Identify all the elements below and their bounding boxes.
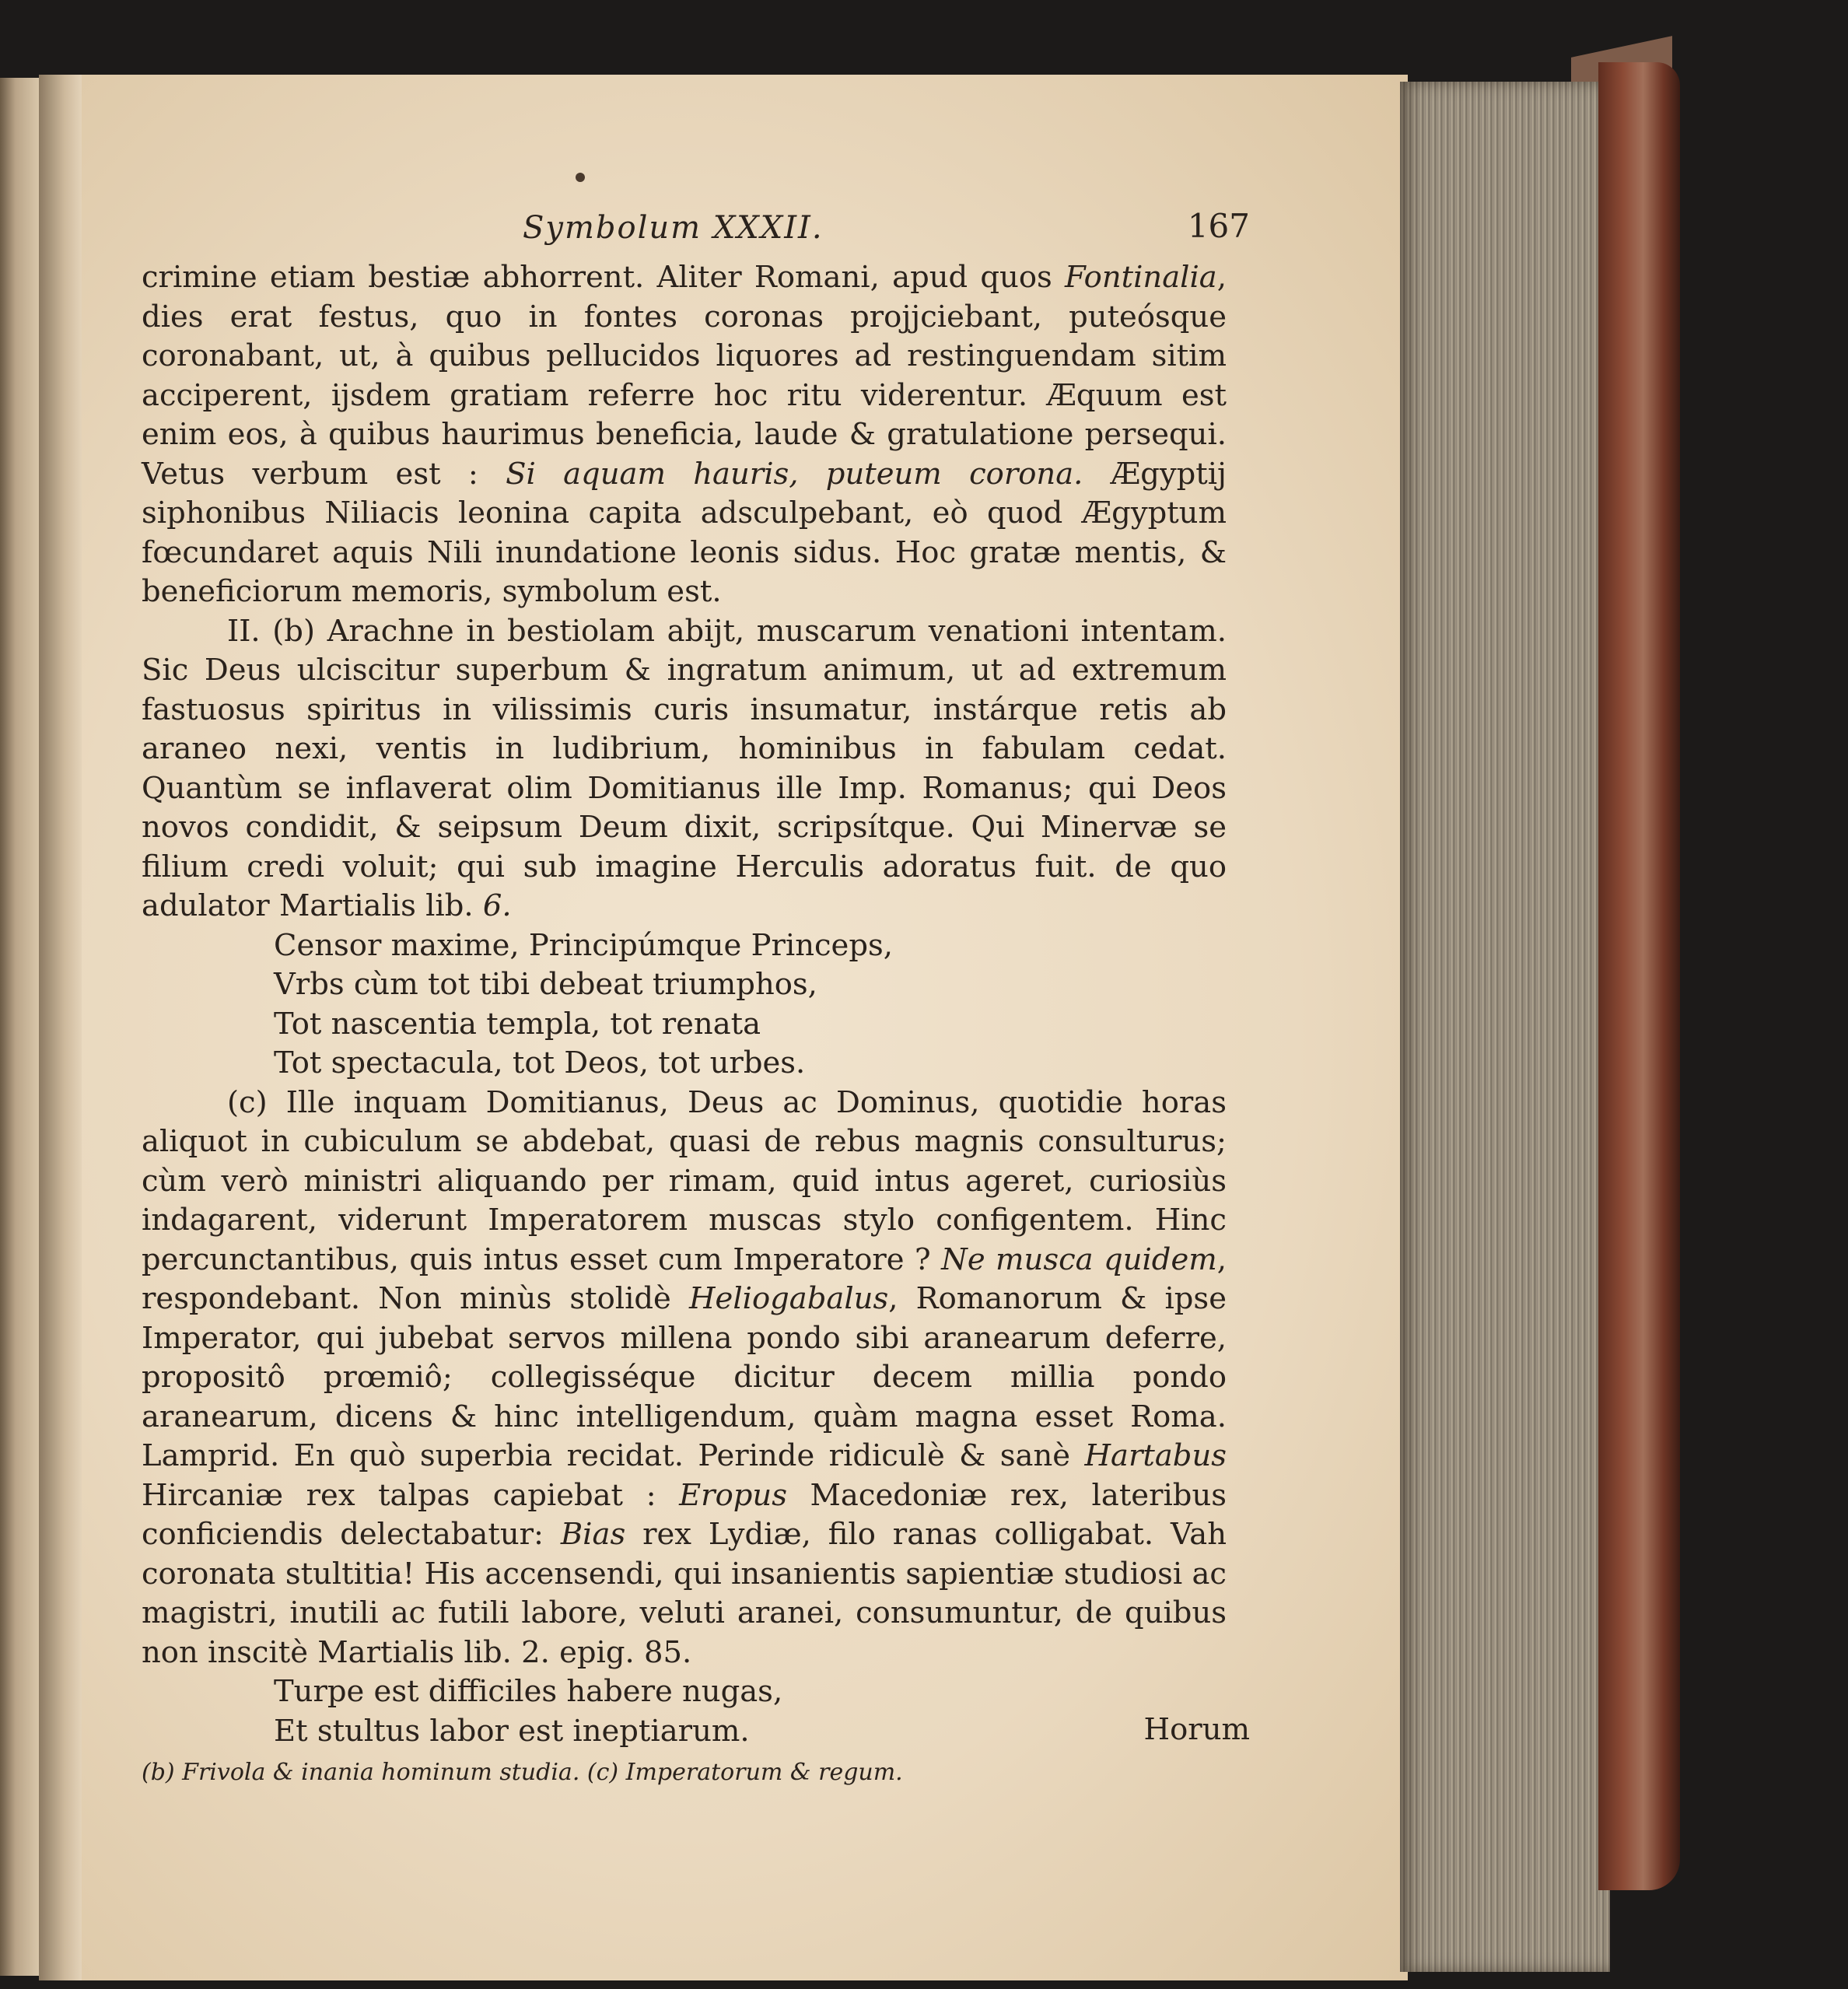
- text-run: , dies erat festus, quo in fontes coronas projjciebant, puteósque coronabant, ut, à quibus pellucidos liquores ad restinguendam sitim acciperent, ijsdem gratiam referre hoc ritu viderentur. Æquum est enim eos, à quibus haurimus beneficia, laude & gratulatione persequi. Vetus verbum est :: [142, 260, 1227, 492]
- printer-ornament: [576, 173, 585, 182]
- page-block-edge: [1400, 82, 1610, 1972]
- verse-line: Turpe est difficiles habere nugas,: [274, 1674, 783, 1709]
- italic-text: Bias: [560, 1517, 626, 1552]
- text-block: [142, 196, 1250, 1786]
- italic-text: 6.: [482, 888, 512, 923]
- paragraph-2: [142, 612, 1227, 926]
- body-text: [142, 258, 1227, 926]
- text-run: Ægyptij siphonibus Niliacis leonina capita adsculpebant, eò quod Ægyptum fœcundaret aquis Nili inundatione leonis sidus. Hoc gratæ mentis, & beneficiorum memoris, symbolum est.: [142, 456, 1227, 609]
- italic-text: Heliogabalus: [688, 1281, 889, 1316]
- verse-quotation-1: [274, 926, 1227, 1084]
- running-title: Symbolum XXXII.: [523, 210, 824, 246]
- verse-line: Vrbs cùm tot tibi debeat triumphos,: [274, 967, 817, 1002]
- footnotes: (b) Frivola & inania hominum studia. (c) Imperatorum & regum.: [142, 1758, 903, 1786]
- italic-text: Si aquam hauris, puteum corona.: [506, 456, 1083, 492]
- left-page-edge: [0, 78, 39, 1976]
- italic-text: Ne musca quidem: [941, 1241, 1217, 1277]
- text-run: Macedoniæ rex, lateribus conficiendis delectabatur:: [142, 1477, 1227, 1552]
- verse-line: Censor maxime, Principúmque Princeps,: [274, 927, 893, 963]
- leather-cover-edge: [1598, 62, 1680, 1890]
- verse-line: Tot nascentia templa, tot renata: [274, 1006, 761, 1042]
- verse-line: Tot spectacula, tot Deos, tot urbes.: [274, 1045, 806, 1080]
- text-run: , respondebant. Non minùs stolidè: [142, 1241, 1227, 1316]
- italic-text: Fontinalia: [1065, 260, 1217, 295]
- paragraph-3: [142, 1084, 1227, 1673]
- running-head: [142, 196, 1250, 258]
- text-run: rex Lydiæ, filo ranas colligabat. Vah coronata stultitia! His accensendi, qui insanientis sapientiæ studiosi ac magistri, inutili ac futili labore, veluti aranei, consumuntur, de quibus non inscitè Martialis lib. 2. epig. 85.: [142, 1517, 1227, 1670]
- catchword: Horum: [1143, 1711, 1250, 1747]
- italic-text: Eropus: [679, 1477, 787, 1513]
- text-run: (c) Ille inquam Domitianus, Deus ac Dominus, quotidie horas aliquot in cubiculum se abdebat, quasi de rebus magnis consulturus; cùm verò ministri aliquando per rimam, quid intus ageret, curiosiùs indagarent, viderunt Imperatorem muscas stylo configentem. Hinc percunctantibus, quis intus esset cum Imperatore ?: [142, 1084, 1227, 1277]
- body-text-2: [142, 1084, 1227, 1673]
- last-verse-line-row: [142, 1711, 1250, 1751]
- text-run: II. (b) Arachne in bestiolam abijt, muscarum venationi intentam. Sic Deus ulciscitur superbum & ingratum animum, ut ad extremum fastuosus spiritus in vilissimis curis insumatur, instárque retis ab araneo nexi, ventis in ludibrium, hominibus in fabulam cedat. Quantùm se inflaverat olim Domitianus ille Imp. Romanus; qui Deos novos condidit, & seipsum Deum dixit, scripsítque. Qui Minervæ se filium credi voluit; qui sub imagine Herculis adoratus fuit. de quo adulator Martialis lib.: [142, 613, 1227, 923]
- italic-text: Hartabus: [1084, 1438, 1227, 1473]
- verse-line: Et stultus labor est ineptiarum.: [274, 1713, 750, 1749]
- page-number: 167: [1187, 207, 1250, 245]
- paragraph-1: [142, 258, 1227, 612]
- text-run: crimine etiam bestiæ abhorrent. Aliter Romani, apud quos: [142, 260, 1066, 295]
- text-run: , Romanorum & ipse Imperator, qui jubebat servos millena pondo sibi aranearum deferre, propositô prœmiô; collegisséque dicitur decem millia pondo aranearum, dicens & hinc intelligendum, quàm magna esset Roma. Lamprid. En quò superbia recidat. Perinde ridiculè & sanè: [142, 1281, 1227, 1473]
- verse-quotation-2: [274, 1672, 1227, 1712]
- text-run: Hircaniæ rex talpas capiebat :: [142, 1477, 680, 1513]
- book-gutter: [39, 75, 86, 1980]
